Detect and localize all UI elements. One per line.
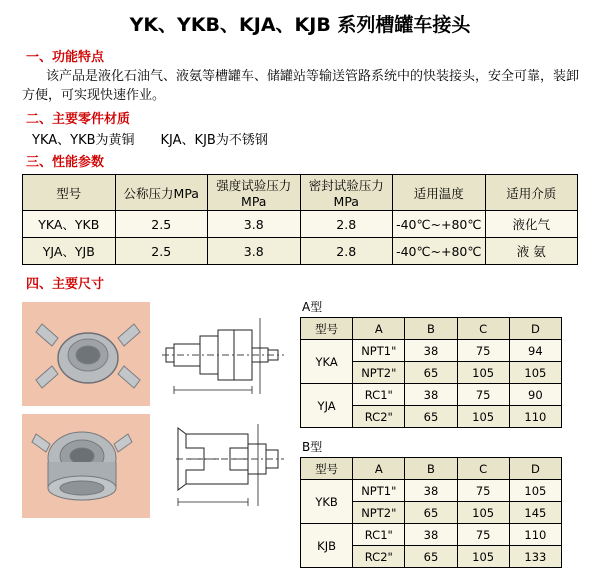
- dimension-table-a: [300, 317, 562, 428]
- photo-b-graphic: [22, 414, 150, 518]
- spec-cell-1-1: 2.5: [115, 238, 208, 265]
- dimA-cell-2-1: 38: [405, 384, 457, 406]
- line-drawing-a: [156, 302, 290, 406]
- dimA-cell-3-2: 105: [457, 406, 509, 428]
- figure-a: [22, 302, 290, 406]
- dimA-header-3: C: [457, 318, 509, 340]
- section-heading-features: 一、功能特点: [26, 50, 105, 65]
- dimA-cell-1-2: 105: [457, 362, 509, 384]
- features-paragraph: 该产品是液化石油气、液氨等槽罐车、储罐站等输送管路系统中的快装接头，安全可靠，装卸方便，可实现快速作业。: [22, 69, 580, 103]
- product-photo-b: [22, 414, 150, 518]
- dimA-cell-1-3: 105: [509, 362, 561, 384]
- table-row: [301, 384, 562, 406]
- dimB-cell-1-0: NPT2": [353, 502, 405, 524]
- dimB-header-1: A: [353, 458, 405, 480]
- dimB-cell-2-0: RC1": [353, 524, 405, 546]
- dimB-cell-0-0: NPT1": [353, 480, 405, 502]
- dimA-cell-1-1: 65: [405, 362, 457, 384]
- dimA-cell-2-0: RC1": [353, 384, 405, 406]
- line-drawing-b: [156, 414, 290, 518]
- section-heading-performance: 三、性能参数: [26, 155, 105, 170]
- dimension-tables-column: [300, 298, 562, 568]
- section-heading-materials: 二、主要零件材质: [26, 112, 131, 127]
- dimB-cell-2-2: 75: [457, 524, 509, 546]
- dimB-cell-2-3: 110: [509, 524, 561, 546]
- dimA-cell-2-3: 90: [509, 384, 561, 406]
- dimA-cell-0-2: 75: [457, 340, 509, 362]
- material-stainless: KJA、KJB为不锈钢: [160, 133, 268, 148]
- table-header-row: [301, 458, 562, 480]
- dimB-cell-0-3: 105: [509, 480, 561, 502]
- spec-cell-1-5: 液 氨: [485, 238, 578, 265]
- spec-cell-1-3: 2.8: [300, 238, 393, 265]
- dimA-header-4: D: [509, 318, 561, 340]
- dimB-header-3: C: [457, 458, 509, 480]
- performance-table: [22, 174, 578, 265]
- dimA-model-0: YKA: [301, 340, 353, 384]
- table-header-row: [301, 318, 562, 340]
- dimB-cell-1-1: 65: [405, 502, 457, 524]
- spec-header-1: 公称压力MPa: [115, 175, 208, 211]
- spec-cell-1-2: 3.8: [208, 238, 301, 265]
- spec-cell-0-2: 3.8: [208, 211, 301, 238]
- drawing-b-graphic: [156, 414, 290, 518]
- dimensions-section: [10, 298, 590, 568]
- dimB-cell-0-1: 38: [405, 480, 457, 502]
- dimB-cell-2-1: 38: [405, 524, 457, 546]
- material-brass: YKA、YKB为黄铜: [32, 133, 135, 148]
- dimB-model-1: KJB: [301, 524, 353, 568]
- dimA-cell-0-3: 94: [509, 340, 561, 362]
- dimB-cell-3-1: 65: [405, 546, 457, 568]
- dimA-cell-3-0: RC2": [353, 406, 405, 428]
- spec-cell-0-4: -40℃~+80℃: [393, 211, 486, 238]
- dimA-model-1: YJA: [301, 384, 353, 428]
- dimension-table-b: [300, 457, 562, 568]
- dimB-cell-1-3: 145: [509, 502, 561, 524]
- spec-header-4: 适用温度: [393, 175, 486, 211]
- dim-table-a-label: A型: [302, 300, 323, 314]
- section-heading-dimensions: 四、主要尺寸: [26, 277, 105, 292]
- dimA-cell-3-3: 110: [509, 406, 561, 428]
- dimB-header-4: D: [509, 458, 561, 480]
- table-row: [301, 524, 562, 546]
- dimA-cell-0-0: NPT1": [353, 340, 405, 362]
- dimA-cell-1-0: NPT2": [353, 362, 405, 384]
- table-row: [301, 340, 562, 362]
- spec-header-2: 强度试验压力MPa: [208, 175, 301, 211]
- dimA-cell-0-1: 38: [405, 340, 457, 362]
- dimB-header-2: B: [405, 458, 457, 480]
- page-title: YK、YKB、KJA、KJB 系列槽罐车接头: [129, 14, 471, 36]
- dimA-cell-3-1: 65: [405, 406, 457, 428]
- spec-cell-1-0: YJA、YJB: [23, 238, 116, 265]
- spec-header-5: 适用介质: [485, 175, 578, 211]
- product-photo-a: [22, 302, 150, 406]
- spec-cell-0-0: YKA、YKB: [23, 211, 116, 238]
- spec-cell-0-3: 2.8: [300, 211, 393, 238]
- dimB-cell-1-2: 105: [457, 502, 509, 524]
- dimB-cell-3-2: 105: [457, 546, 509, 568]
- table-header-row: [23, 175, 578, 211]
- spec-header-3: 密封试验压力MPa: [300, 175, 393, 211]
- table-row: [301, 480, 562, 502]
- dimA-header-1: A: [353, 318, 405, 340]
- dimB-model-0: YKB: [301, 480, 353, 524]
- drawing-a-graphic: [156, 302, 290, 406]
- dim-table-b-label: B型: [302, 440, 323, 454]
- table-row: [23, 211, 578, 238]
- dimA-cell-2-2: 75: [457, 384, 509, 406]
- spec-cell-0-5: 液化气: [485, 211, 578, 238]
- materials-line: [32, 129, 590, 148]
- dimB-cell-0-2: 75: [457, 480, 509, 502]
- figure-b: [22, 414, 290, 518]
- spec-header-0: 型号: [23, 175, 116, 211]
- dimB-cell-3-3: 133: [509, 546, 561, 568]
- dimB-header-0: 型号: [301, 458, 353, 480]
- dimA-header-2: B: [405, 318, 457, 340]
- spec-cell-0-1: 2.5: [115, 211, 208, 238]
- image-column: [22, 302, 290, 526]
- table-row: [23, 238, 578, 265]
- dimA-header-0: 型号: [301, 318, 353, 340]
- spec-cell-1-4: -40℃~+80℃: [393, 238, 486, 265]
- photo-a-graphic: [22, 302, 150, 406]
- dimB-cell-3-0: RC2": [353, 546, 405, 568]
